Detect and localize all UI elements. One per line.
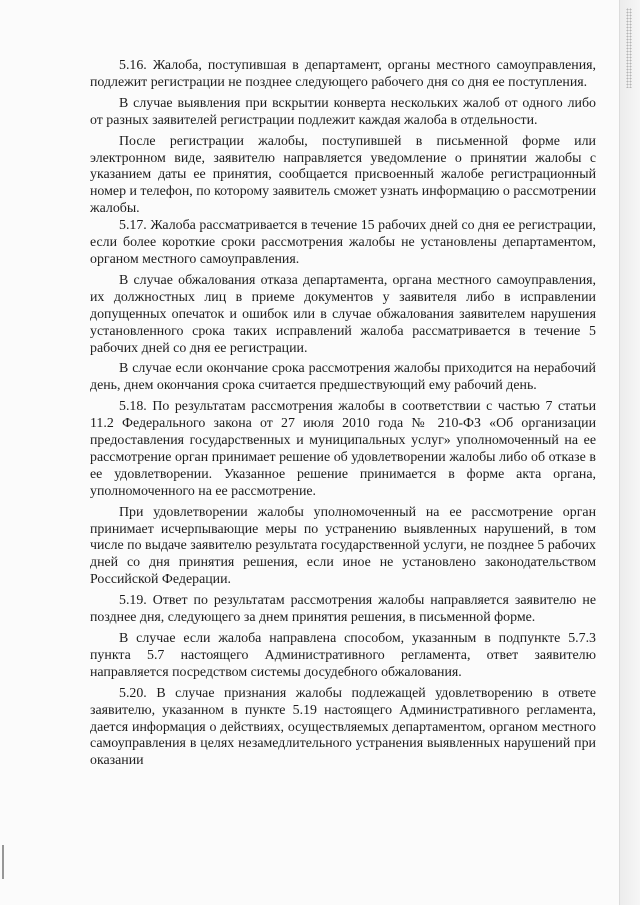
document-body xyxy=(90,58,596,770)
paragraph: В случае обжалования отказа департамента, органа местного самоуправления, их должностных лиц в приеме документов у заявителя либо в исправлении допущенных опечаток и ошибок или в случае обжалования заявителем нарушения установленного срока таких исправлений жалоба рассматривается в течение 5 рабочих дней со дня ее регистрации. xyxy=(90,272,596,356)
paragraph: В случае если окончание срока рассмотрения жалобы приходится на нерабочий день, днем окончания срока считается предшествующий ему рабочий день. xyxy=(90,361,596,394)
paragraph-5-18: 5.18. По результатам рассмотрения жалобы в соответствии с частью 7 статьи 11.2 Федерального закона от 27 июля 2010 года № 210-ФЗ «Об организации предоставления государственных и муниципальных услуг» уполномоченный на ее рассмотрение орган принимает решение об удовлетворении жалобы либо об отказе в ее удовлетворении. Указанное решение принимается в форме акта органа, уполномоченного на ее рассмотрение. xyxy=(90,399,596,499)
scan-noise xyxy=(626,8,632,88)
scan-edge xyxy=(619,0,640,905)
paragraph: При удовлетворении жалобы уполномоченный на ее рассмотрение орган принимает исчерпывающие меры по устранению выявленных нарушений, в том числе по выдаче заявителю результата государственной услуги, не позднее 5 рабочих дней со дня принятия решения, если иное не установлено законодательством Российской Федерации. xyxy=(90,504,596,588)
paragraph-5-19: 5.19. Ответ по результатам рассмотрения жалобы направляется заявителю не позднее дня, следующего за днем принятия решения, в письменной форме. xyxy=(90,593,596,626)
paragraph-5-20: 5.20. В случае признания жалобы подлежащей удовлетворению в ответе заявителю, указанном в пункте 5.19 настоящего Административного регламента, дается информация о действиях, осуществляемых департаментом, органом местного самоуправления в целях незамедлительного устранения выявленных нарушений при оказании xyxy=(90,685,596,769)
paragraph: После регистрации жалобы, поступившей в письменной форме или электронном виде, заявителю направляется уведомление о принятии жалобы с указанием даты ее принятия, сообщается присвоенный жалобе регистрационный номер и телефон, по которому заявитель сможет узнать информацию о рассмотрении жалобы. xyxy=(90,133,596,217)
paragraph: В случае выявления при вскрытии конверта нескольких жалоб от одного либо от разных заявителей регистрации подлежит каждая жалоба в отдельности. xyxy=(90,95,596,128)
paragraph: В случае если жалоба направлена способом, указанным в подпункте 5.7.3 пункта 5.7 настоящего Административного регламента, ответ заявителю направляется посредством системы досудебного обжалования. xyxy=(90,631,596,680)
paragraph-5-16: 5.16. Жалоба, поступившая в департамент, органы местного самоуправления, подлежит регистрации не позднее следующего рабочего дня со дня ее поступления. xyxy=(90,58,596,90)
binding-mark xyxy=(2,845,16,879)
paragraph-5-17: 5.17. Жалоба рассматривается в течение 15 рабочих дней со дня ее регистрации, если более короткие сроки рассмотрения жалобы не установлены департаментом, органом местного самоуправления. xyxy=(90,218,596,267)
